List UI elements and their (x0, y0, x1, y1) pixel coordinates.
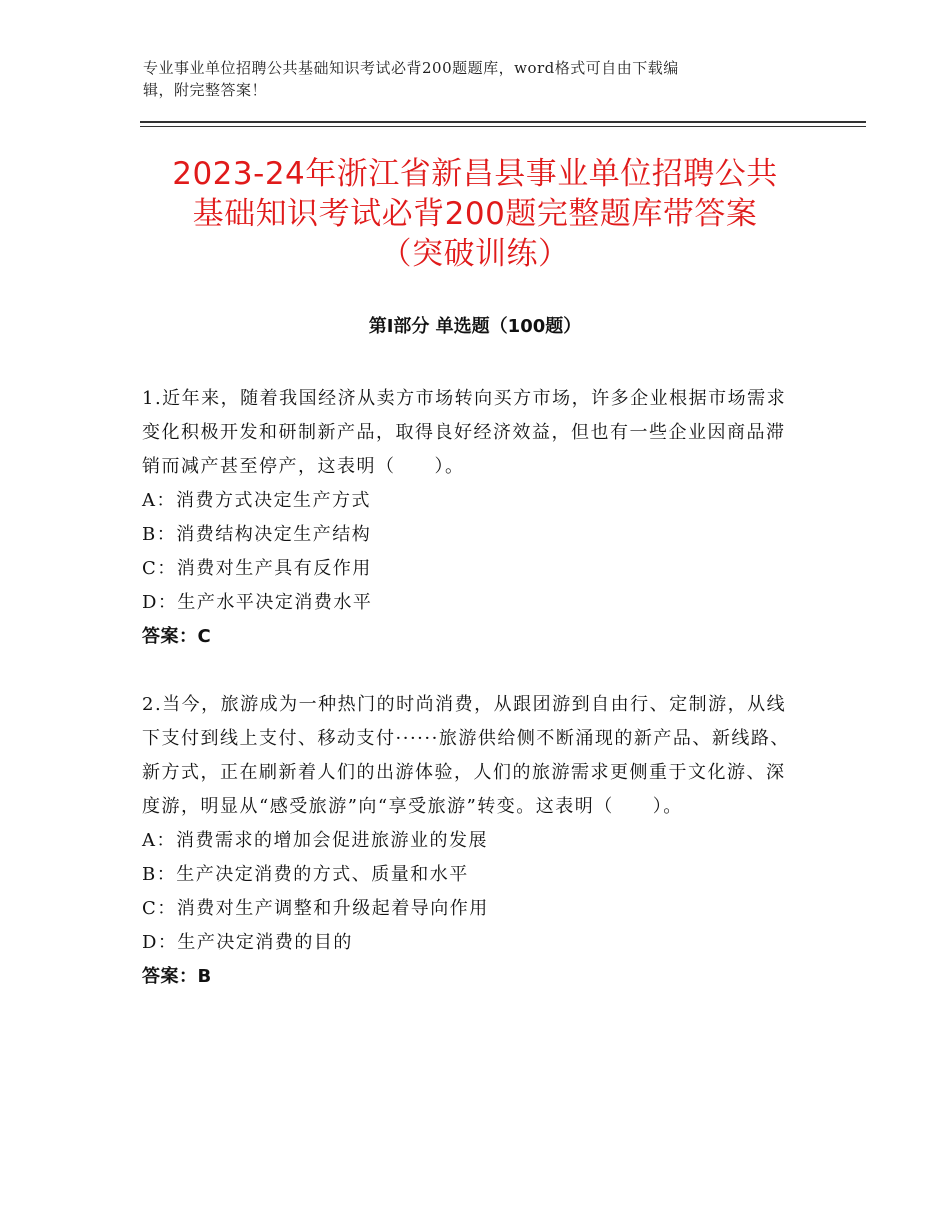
title-line-1: 2023-24年浙江省新昌县事业单位招聘公共 (172, 156, 778, 192)
option-b: B：生产决定消费的方式、质量和水平 (142, 864, 469, 885)
answer-label: 答案：B (142, 966, 212, 987)
option-d: D：生产水平决定消费水平 (142, 592, 373, 613)
header-note (143, 57, 783, 101)
option-a: A：消费方式决定生产方式 (142, 490, 371, 511)
question-stem: 1.近年来，随着我国经济从卖方市场转向买方市场，许多企业根据市场需求变化积极开发和研制新产品，取得良好经济效益，但也有一些企业因商品滞销而减产甚至停产，这表明（ ）。 (142, 388, 787, 477)
title-line-3: （突破训练） (380, 236, 570, 272)
option-a: A：消费需求的增加会促进旅游业的发展 (142, 830, 488, 851)
header-divider-thick (140, 121, 866, 123)
question-stem: 2.当今，旅游成为一种热门的时尚消费，从跟团游到自由行、定制游，从线下支付到线上支付、移动支付······旅游供给侧不断涌现的新产品、新线路、新方式，正在刷新着人们的出游体验，人们的旅游需求更侧重于文化游、深度游，明显从“感受旅游”向“享受旅游”转变。这表明（ ）。 (142, 694, 790, 817)
title-line-2: 基础知识考试必背200题完整题库带答案 (192, 196, 758, 232)
document-title (100, 154, 850, 274)
option-c: C：消费对生产调整和升级起着导向作用 (142, 898, 489, 919)
option-d: D：生产决定消费的目的 (142, 932, 353, 953)
header-note-line-2: 辑，附完整答案！ (143, 81, 268, 99)
section-heading: 第Ⅰ部分 单选题（100题） (368, 316, 582, 337)
question-2 (142, 688, 802, 994)
answer-label: 答案：C (142, 626, 212, 647)
header-note-line-1: 专业事业单位招聘公共基础知识考试必背200题题库，word格式可自由下载编 (143, 59, 679, 77)
question-1 (142, 382, 802, 654)
option-c: C：消费对生产具有反作用 (142, 558, 372, 579)
option-b: B：消费结构决定生产结构 (142, 524, 372, 545)
header-divider-thin (140, 126, 866, 127)
